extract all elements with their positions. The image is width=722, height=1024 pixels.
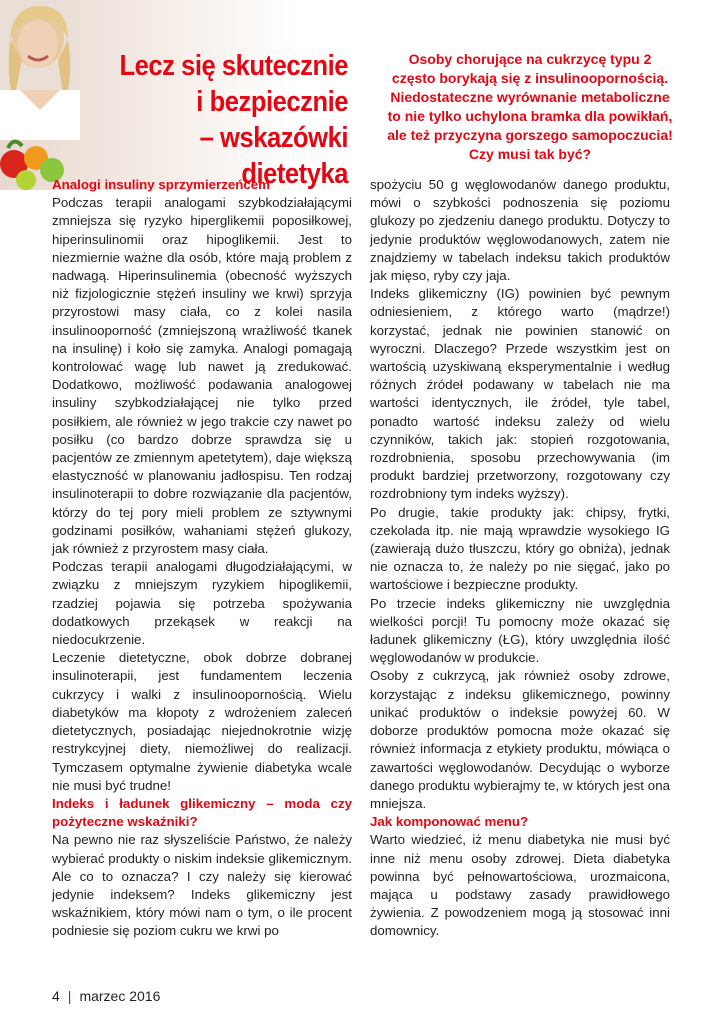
paragraph: Podczas terapii analogami długodziałającymi, w związku z mniejszym ryzykiem hipoglikemii, rzadziej pojawia się potrzeba spożywania dodatkowych przekąsek w reakcji na niedocukrzenie. (52, 559, 352, 648)
paragraph: Na pewno nie raz słyszeliście Państwo, że należy wybierać produkty o niskim indeksie glikemicznym. Ale co to oznacza? I czy należy się kierować jedynie indeksem? Indeks glikemiczny jest wskaźnikiem, który mówi nam o tym, o ile procent podniesie się poziom cukru we krwi po (52, 832, 352, 939)
section-heading-analogi: Analogi insuliny sprzymierzeńcem (52, 177, 270, 192)
left-column (52, 176, 352, 941)
lead-line-3: Niedostateczne wyrównanie metaboliczne (390, 89, 670, 105)
title-line-3: – wskazówki dietetyka (199, 122, 348, 190)
section-heading-menu: Jak komponować menu? (370, 814, 529, 830)
page-footer (52, 988, 160, 1004)
paragraph: Podczas terapii analogami szybkodziałającymi zmniejsza się ryzyko hiperglikemii poposiłkowej, hiperinsulinomii oraz hipoglikemii. Jest to niezmiernie ważne dla osób, które mają problem z nadwagą. Hiperinsulinemia (obecność wyższych niż fizjologicznie stężeń insuliny we krwi) sprzyja przyrostowi masy ciała, co z kolei nasila insulinooporność (zmniejszoną wrażliwość tkanek na insulinę) i koło się zamyka. Analogi pomagają kontrolować wagę lub nawet ją zredukować. Dodatkowo, możliwość podawania analogowej insuliny szybkodziałającej nie tylko przed posiłkiem, ale również w jego trakcie czy nawet po posiłku (co bardzo dobrze sprawdza się u pacjentów ze zmiennym apetetytem), daje większą elastyczność w planowaniu jadłospisu. Ten rodzaj insulinoterapii to dobre rozwiązanie dla pacjentów, którzy do tej pory mieli problem ze sztywnymi godzinami posiłków, wahaniami stężeń glukozy, jak również z przyrostem masy ciała. (52, 195, 352, 557)
lead-line-6: Czy musi tak być? (468, 146, 592, 162)
lead-line-2: często borykają się z insulinoopornością. (391, 70, 669, 86)
title-line-2: i bezpiecznie (196, 86, 348, 118)
footer-separator: | (67, 988, 72, 1004)
paragraph: spożyciu 50 g węglowodanów danego produktu, mówi o szybkości podnoszenia się poziomu glukozy po zjedzeniu danego produktu. Dotyczy to jedynie produktów węglowodanowych, zatem nie znajdziemy w tabelach indeksu takich produktów jak mięso, ryby czy jaja. (370, 177, 670, 284)
lead-line-5: ale też przyczyna gorszego samopoczucia! (387, 127, 673, 143)
title-line-1: Lecz się skutecznie (119, 50, 348, 82)
woman-photo (0, 0, 80, 140)
right-column (370, 176, 670, 941)
article-title (93, 48, 348, 190)
paragraph: Po drugie, takie produkty jak: chipsy, frytki, czekolada itp. nie mają wprawdzie wysokiego IG (zawierają dużo tłuszczu, który go obniża), jednak nie oznacza to, że należy po nie sięgać, jako po wartościowe i bezpieczne produkty. (370, 504, 670, 593)
article-lead (365, 50, 695, 164)
section-heading-indeks: Indeks i ładunek glikemiczny – moda czy pożyteczne wskaźniki? (52, 795, 352, 830)
hero-image (0, 0, 350, 190)
paragraph: Osoby z cukrzycą, jak również osoby zdrowe, korzystając z indeksu glikemicznego, powinny unikać produktów o indeksie powyżej 60. W doborze produktów pomocna może okazać się również informacja z etykiety produktu, mówiąca o zawartości węglowodanów. Decydując o wyborze danego produktu wybierajmy te, w których jest ona mniejsza. (370, 668, 670, 811)
lead-line-1: Osoby chorujące na cukrzycę typu 2 (408, 51, 652, 67)
paragraph: Po trzecie indeks glikemiczny nie uwzględnia wielkości porcji! Tu pomocny może okazać się ładunek glikemiczny (ŁG), który uwzględnia ilość węglowodanów w produkcie. (370, 595, 670, 666)
paragraph: Indeks glikemiczny (IG) powinien być pewnym odniesieniem, z którego warto (mądrze!) korzystać, jednak nie powinien stanowić on wyroczni. Dlaczego? Przede wszystkim jest on wartością uzyskiwaną eksperymentalnie i według różnych źródeł podawany w tabelach nie ma wartości identycznych, ile źródeł, tyle tabel, ponadto wartość indeksu zależy od wielu czynników, takich jak: stopień rozgotowania, rozdrobnienia, sposobu przechowywania (im produkt bardziej przetworzony, rozgotowany czy rozdrobniony tym indeks wyższy). (370, 286, 670, 502)
paragraph: Warto wiedzieć, iż menu diabetyka nie musi być inne niż menu osoby zdrowej. Dieta diabetyka powinna być pełnowartościowa, urozmaicona, mająca u podstawy zasady prawidłowego żywienia. Z powodzeniem mogą ją stosować inni domownicy. (370, 832, 670, 939)
lead-line-4: to nie tylko uchylona bramka dla powikłań, (387, 108, 673, 124)
issue-date: marzec 2016 (79, 988, 161, 1004)
paragraph: Leczenie dietetyczne, obok dobrze dobranej insulinoterapii, jest fundamentem leczenia cukrzycy i walki z insulinoopornością. Wielu diabetyków ma kłopoty z wdrożeniem zaleceń dietetycznych, posiadając niejednokrotnie wizję restrykcyjnej diety, niemożliwej do realizacji. Tymczasem optymalne żywienie diabetyka wcale nie musi być trudne! (52, 650, 352, 793)
page-number: 4 (52, 988, 60, 1004)
